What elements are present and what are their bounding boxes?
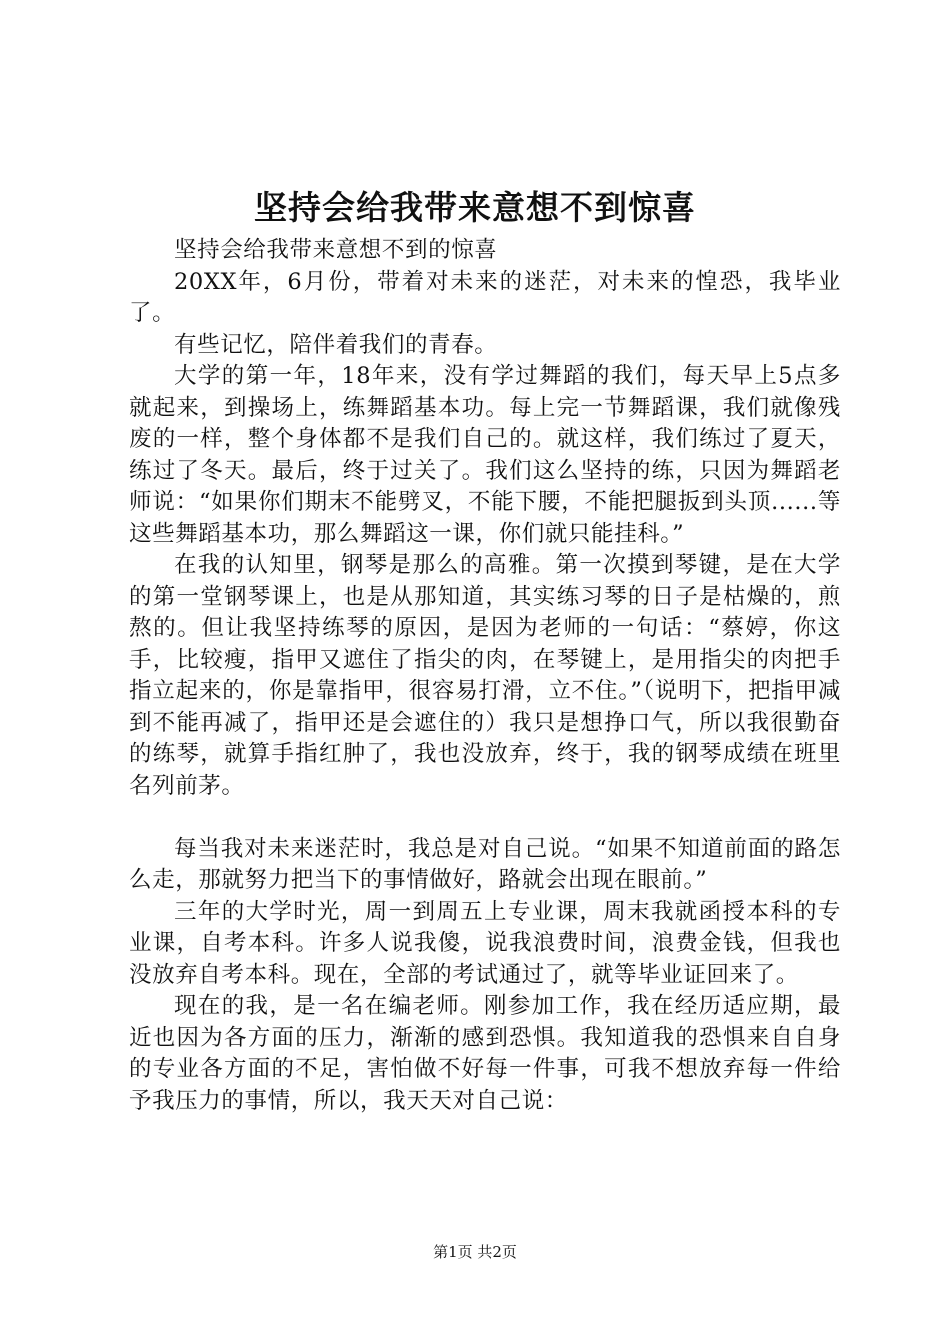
paragraph-gap bbox=[129, 802, 841, 834]
page-number-footer: 第1页 共2页 bbox=[433, 1243, 517, 1261]
document-title: 坚持会给我带来意想不到惊喜 bbox=[254, 188, 696, 227]
paragraph-subtitle: 坚持会给我带来意想不到的惊喜 bbox=[174, 237, 498, 263]
document-body bbox=[129, 235, 841, 1117]
paragraph-graduation: 20XX年，6月份，带着对未来的迷茫，对未来的惶恐，我毕业了。 bbox=[129, 268, 841, 326]
paragraph-teacher: 现在的我，是一名在编老师。刚参加工作，我在经历适应期，最近也因为各方面的压力，渐渐的感到恐惧。我知道我的恐惧来自自身的专业各方面的不足，害怕做不好每一件事，可我不想放弃每一件给予我压力的事情，所以，我天天对自己说： bbox=[129, 993, 841, 1114]
paragraph-dance: 大学的第一年，18年来，没有学过舞蹈的我们，每天早上5点多就起来，到操场上，练舞蹈基本功。每上完一节舞蹈课，我们就像残废的一样，整个身体都不是我们自己的。就这样，我们练过了夏天，练过了冬天。最后，终于过关了。我们这么坚持的练，只因为舞蹈老师说：“如果你们期末不能劈叉，不能下腰，不能把腿扳到头顶......等这些舞蹈基本功，那么舞蹈这一课，你们就只能挂科。” bbox=[129, 363, 841, 547]
paragraph-university: 三年的大学时光，周一到周五上专业课，周末我就函授本科的专业课，自考本科。许多人说我傻，说我浪费时间，浪费金钱，但我也没放弃自考本科。现在，全部的考试通过了，就等毕业证回来了。 bbox=[129, 898, 841, 988]
paragraph-memories: 有些记忆，陪伴着我们的青春。 bbox=[174, 331, 498, 358]
paragraph-future: 每当我对未来迷茫时，我总是对自己说。“如果不知道前面的路怎么走，那就努力把当下的事情做好，路就会出现在眼前。” bbox=[129, 835, 841, 893]
paragraph-piano: 在我的认知里，钢琴是那么的高雅。第一次摸到琴键，是在大学的第一堂钢琴课上，也是从那知道，其实练习琴的日子是枯燥的，煎熬的。但让我坚持练琴的原因，是因为老师的一句话：“蔡婷，你这手，比较瘦，指甲又遮住了指尖的肉，在琴键上，是用指尖的肉把手指立起来的，你是靠指甲，很容易打滑，立不住。”（说明下，把指甲减到不能再减了，指甲还是会遮住的）我只是想挣口气，所以我很勤奋的练琴，就算手指红肿了，我也没放弃，终于，我的钢琴成绩在班里名列前茅。 bbox=[129, 552, 841, 799]
